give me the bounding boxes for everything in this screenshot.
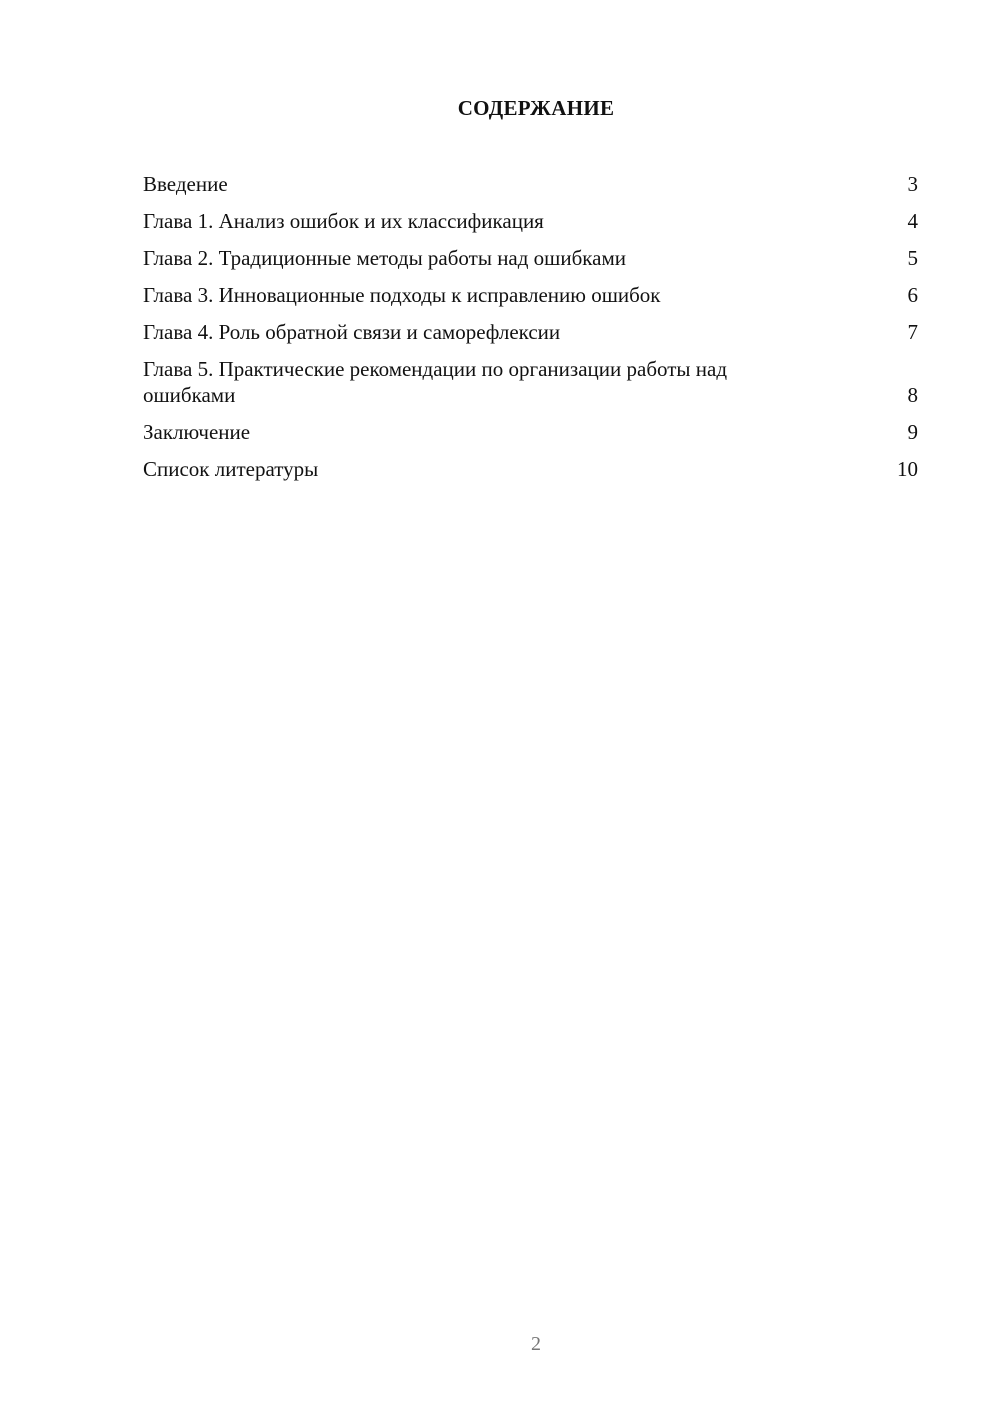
toc-entry-bibliography[interactable] — [143, 456, 918, 482]
toc-entry-chapter-5[interactable] — [143, 356, 918, 408]
toc-entry-page: 7 — [907, 320, 918, 344]
toc-entry-text: Глава 2. Традиционные методы работы над ошибками — [143, 246, 627, 270]
toc-entry-text: Глава 4. Роль обратной связи и саморефлексии — [143, 320, 561, 344]
table-of-contents — [143, 171, 918, 493]
toc-entry-page: 3 — [907, 172, 918, 196]
toc-entry-page: 6 — [907, 283, 918, 307]
toc-entry-page: 10 — [897, 457, 918, 481]
toc-entry-conclusion[interactable] — [143, 419, 918, 445]
toc-entry-chapter-3[interactable] — [143, 282, 918, 308]
toc-entry-text: Глава 1. Анализ ошибок и их классификация — [143, 209, 544, 233]
toc-entry-page: 5 — [907, 246, 918, 270]
toc-entry-introduction[interactable] — [143, 171, 918, 197]
page-number: 2 — [531, 1333, 541, 1355]
toc-entry-text: Список литературы — [143, 457, 319, 481]
toc-entry-page: 8 — [907, 383, 918, 407]
toc-entry-page: 4 — [907, 209, 918, 233]
toc-entry-chapter-4[interactable] — [143, 319, 918, 345]
toc-entry-text: Заключение — [143, 420, 251, 444]
toc-entry-page: 9 — [907, 420, 918, 444]
toc-title: СОДЕРЖАНИЕ — [457, 96, 615, 120]
toc-entry-text: Глава 5. Практические рекомендации по организации работы над ошибками — [143, 357, 728, 407]
toc-entry-chapter-2[interactable] — [143, 245, 918, 271]
toc-entry-chapter-1[interactable] — [143, 208, 918, 234]
toc-entry-text: Глава 3. Инновационные подходы к исправлению ошибок — [143, 283, 661, 307]
toc-entry-text: Введение — [143, 172, 228, 196]
